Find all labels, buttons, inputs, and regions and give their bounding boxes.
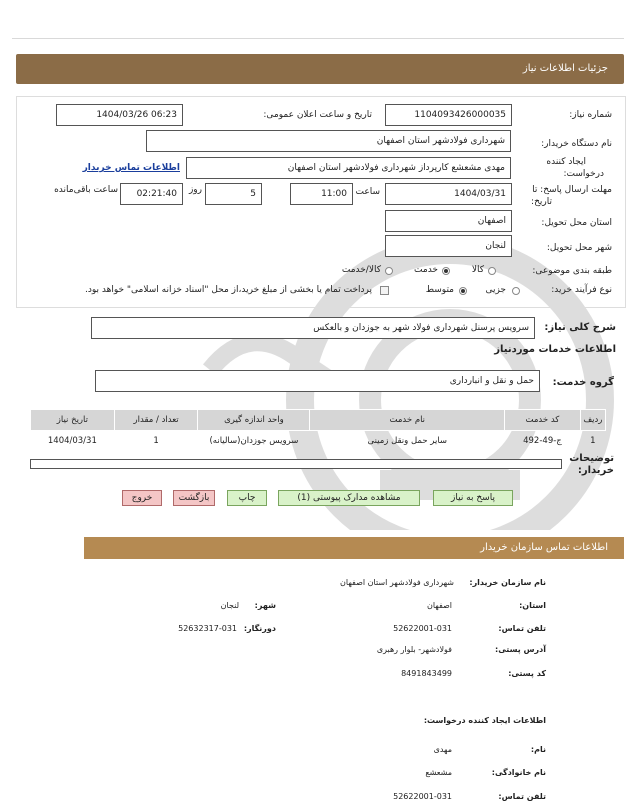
process-radio-medium[interactable] bbox=[459, 287, 467, 295]
buyer-label: نام دستگاه خریدار: bbox=[541, 139, 612, 149]
phone-label: تلفن تماس: bbox=[498, 624, 546, 633]
th-name: نام خدمت bbox=[310, 410, 505, 431]
category-label: طبقه بندی موضوعی: bbox=[532, 266, 612, 276]
first-name-value: مهدی bbox=[433, 745, 452, 754]
contact-title: اطلاعات تماس سازمان خریدار bbox=[480, 542, 608, 553]
creator-phone-label: تلفن تماس: bbox=[498, 792, 546, 801]
process-radio-minor[interactable] bbox=[512, 287, 520, 295]
cell-qty: 1 bbox=[153, 436, 159, 446]
postal-value: 8491843499 bbox=[401, 669, 452, 678]
creator-label-2: درخواست: bbox=[563, 169, 604, 179]
category-radio-both[interactable] bbox=[385, 267, 393, 275]
fax-value: 52632317-031 bbox=[178, 624, 237, 633]
announce-field: 1404/03/26 06:23 bbox=[56, 104, 183, 126]
fax-label: دورنگار: bbox=[243, 624, 276, 633]
buyer-notes-field bbox=[30, 459, 562, 469]
category-option-service: خدمت bbox=[414, 265, 438, 275]
org-value: شهرداری فولادشهر استان اصفهان bbox=[340, 578, 454, 587]
city-label: شهر محل تحویل: bbox=[546, 243, 612, 253]
province-label: استان محل تحویل: bbox=[541, 218, 612, 228]
service-group-field: حمل و نقل و انبارداری bbox=[95, 370, 540, 392]
summary-field: سرویس پرسنل شهرداری فولاد شهر به جوزدان و بالعکس bbox=[91, 317, 535, 339]
province-contact-value: اصفهان bbox=[426, 601, 452, 610]
remaining-time-field: 02:21:40 bbox=[120, 183, 183, 205]
need-number-field: 1104093426000035 bbox=[385, 104, 512, 126]
province-field: اصفهان bbox=[385, 210, 512, 232]
view-attachments-button[interactable]: مشاهده مدارک پیوستی (1) bbox=[278, 490, 420, 506]
first-name-label: نام: bbox=[530, 745, 546, 754]
reply-button[interactable]: پاسخ به نیاز bbox=[433, 490, 513, 506]
time-label: ساعت bbox=[355, 187, 380, 197]
category-radio-service[interactable] bbox=[442, 267, 450, 275]
announce-label: تاریخ و ساعت اعلان عمومی: bbox=[263, 110, 372, 120]
page-header bbox=[16, 54, 624, 84]
buyer-contact-link[interactable]: اطلاعات تماس خریدار bbox=[82, 163, 180, 173]
th-date: تاریخ نیاز bbox=[31, 410, 115, 431]
treasury-payment-note: پرداخت تمام یا بخشی از مبلغ خرید،از محل "اسناد خزانه اسلامی" خواهد بود. bbox=[84, 285, 372, 295]
deadline-date-field: 1404/03/31 bbox=[385, 183, 512, 205]
remaining-label: ساعت باقی‌مانده bbox=[54, 185, 118, 195]
city-contact-label: شهر: bbox=[254, 601, 276, 610]
deadline-time-field: 11:00 bbox=[290, 183, 353, 205]
process-label: نوع فرآیند خرید: bbox=[551, 285, 612, 295]
th-row: ردیف bbox=[580, 410, 605, 431]
buyer-field: شهرداری فولادشهر استان اصفهان bbox=[146, 130, 511, 152]
top-divider bbox=[12, 38, 624, 39]
process-option-minor: جزیی bbox=[485, 285, 506, 295]
buyer-notes-label-2: خریدار: bbox=[577, 465, 614, 476]
cell-name: سایر حمل ونقل زمینی bbox=[367, 436, 448, 446]
category-option-goods: کالا bbox=[471, 265, 484, 275]
need-number-label: شماره نیاز: bbox=[569, 110, 612, 120]
deadline-label-1: مهلت ارسال پاسخ: تا bbox=[532, 185, 612, 195]
th-unit: واحد اندازه گیری bbox=[198, 410, 310, 431]
table-header-row bbox=[31, 410, 606, 431]
province-contact-label: استان: bbox=[519, 601, 546, 610]
postal-label: کد پستی: bbox=[508, 669, 546, 678]
contact-header bbox=[84, 537, 624, 559]
address-value: فولادشهر- بلوار رهبری bbox=[376, 645, 452, 654]
address-label: آدرس پستی: bbox=[495, 645, 546, 654]
org-label: نام سازمان خریدار: bbox=[469, 578, 546, 587]
table-row bbox=[31, 431, 606, 452]
print-button[interactable]: چاپ bbox=[227, 490, 267, 506]
services-table bbox=[30, 409, 606, 451]
buyer-notes-label-1: توضیحات bbox=[569, 453, 614, 464]
exit-button[interactable]: خروج bbox=[122, 490, 162, 506]
creator-label-1: ایجاد کننده bbox=[546, 157, 586, 167]
th-qty: تعداد / مقدار bbox=[114, 410, 198, 431]
category-radio-goods[interactable] bbox=[488, 267, 496, 275]
phone-value: 52622001-031 bbox=[393, 624, 452, 633]
creator-phone-value: 52622001-031 bbox=[393, 792, 452, 801]
cell-date: 1404/03/31 bbox=[47, 436, 97, 446]
page-title: جزئیات اطلاعات نیاز bbox=[522, 63, 608, 74]
days-field: 5 bbox=[205, 183, 262, 205]
cell-row: 1 bbox=[590, 436, 596, 446]
last-name-label: نام خانوادگی: bbox=[491, 768, 546, 777]
category-option-both: کالا/خدمت bbox=[341, 265, 381, 275]
back-button[interactable]: بازگشت bbox=[173, 490, 215, 506]
deadline-label-2: تاریخ: bbox=[531, 197, 552, 207]
treasury-payment-checkbox[interactable] bbox=[380, 286, 389, 295]
days-label: روز bbox=[188, 185, 202, 195]
cell-code: ج-49-492 bbox=[523, 436, 562, 446]
last-name-value: مشعشع bbox=[425, 768, 452, 777]
services-title: اطلاعات خدمات موردنیاز bbox=[494, 344, 616, 355]
city-field: لنجان bbox=[385, 235, 512, 257]
summary-label: شرح کلی نیاز: bbox=[544, 322, 616, 333]
service-group-label: گروه خدمت: bbox=[552, 377, 614, 388]
city-contact-value: لنجان bbox=[220, 601, 239, 610]
process-option-medium: متوسط bbox=[425, 285, 454, 295]
creator-field: مهدی مشعشع کارپرداز شهرداری فولادشهر استان اصفهان bbox=[186, 157, 511, 179]
th-code: کد خدمت bbox=[505, 410, 581, 431]
creator-info-title: اطلاعات ایجاد کننده درخواست: bbox=[423, 716, 546, 725]
cell-unit: سرویس جوزدان(سالیانه) bbox=[209, 436, 299, 446]
